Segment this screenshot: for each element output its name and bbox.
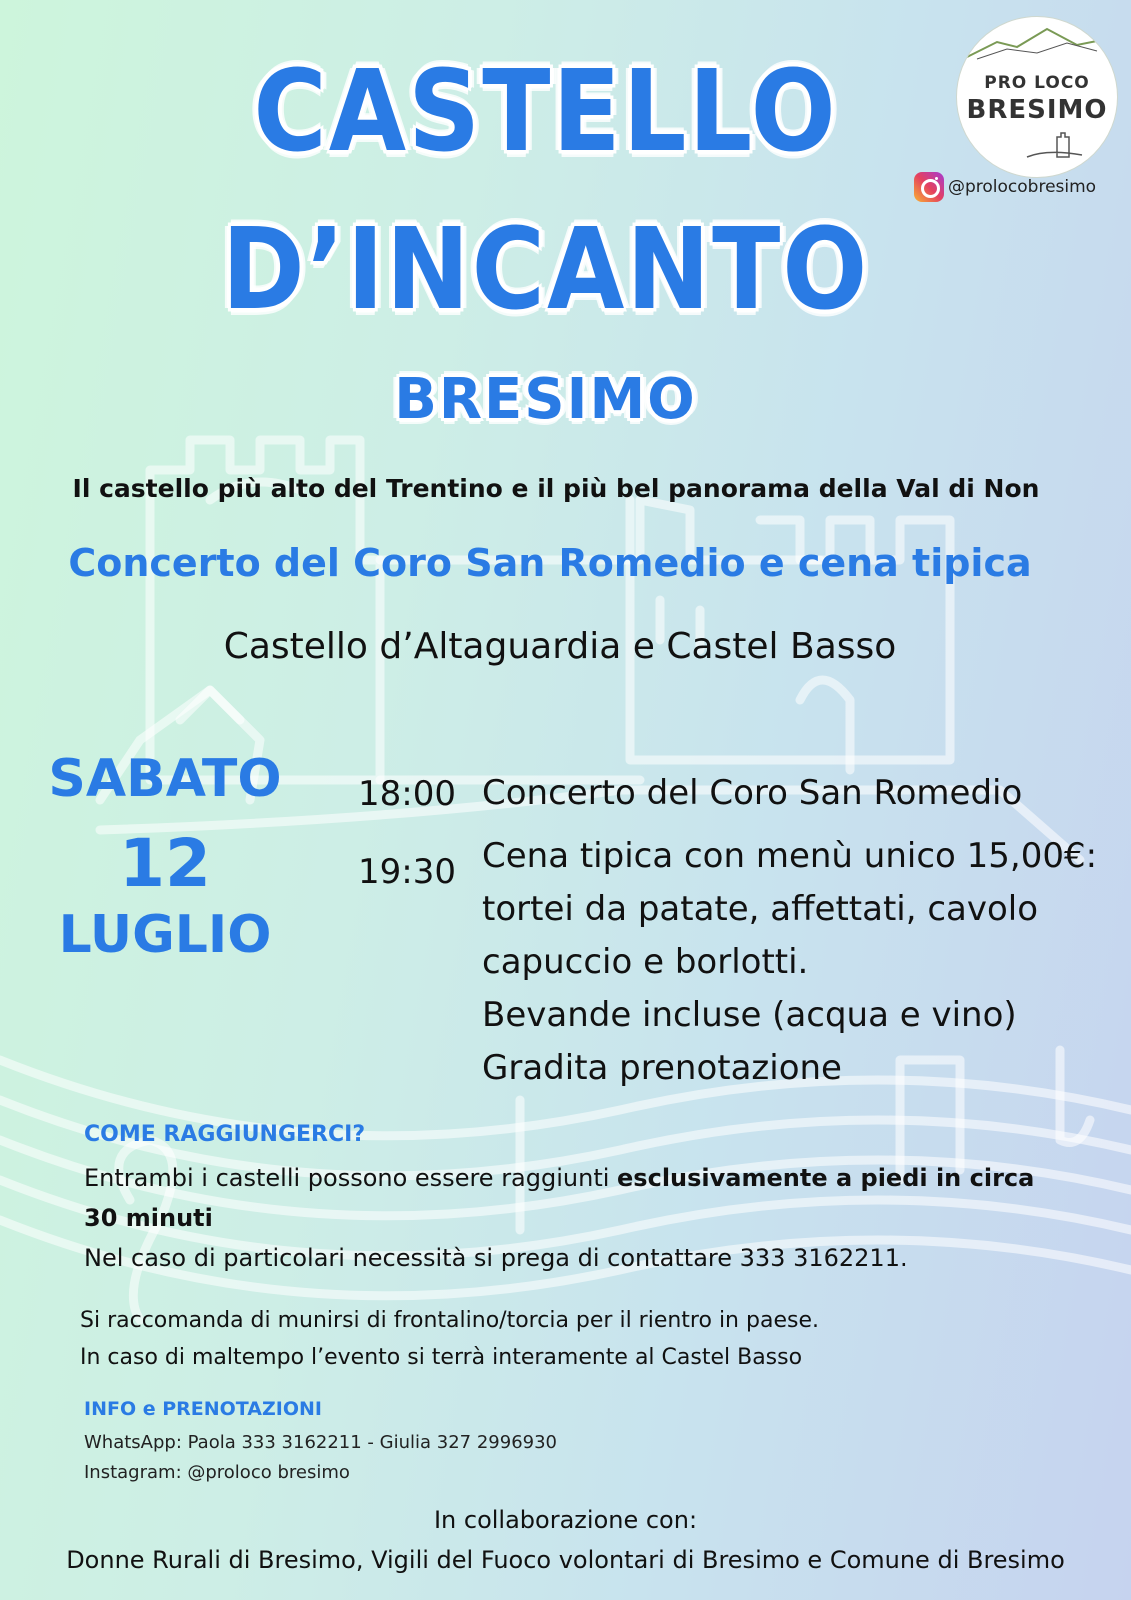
mountain-icon [957, 17, 1117, 77]
date-day-number: 12 [119, 825, 211, 902]
date-day-name: SABATO [48, 749, 282, 809]
title-line-2: D’INCANTO [221, 203, 870, 335]
logo-line-1: PRO LOCO [984, 73, 1090, 93]
event-subtitle: Concerto del Coro San Romedio e cena tipica [68, 541, 1032, 585]
note-weather: In caso di maltempo l’evento si terrà interamente al Castel Basso [80, 1345, 803, 1370]
schedule-item-2-line-4: Bevande incluse (acqua e vino) [482, 995, 1017, 1035]
schedule-time-2: 19:30 [358, 852, 456, 892]
collaboration-heading: In collaborazione con: [433, 1506, 698, 1534]
schedule-item-2-line-2: tortei da patate, affettati, cavolo [482, 889, 1039, 929]
how-to-reach-text-start: Entrambi i castelli possono essere raggiunti [84, 1164, 618, 1192]
note-torch: Si raccomanda di munirsi di frontalino/torcia per il rientro in paese. [80, 1308, 819, 1333]
how-to-reach-text-bold: esclusivamente a piedi in circa 30 minuti [84, 1164, 1035, 1232]
info-instagram: Instagram: @proloco bresimo [84, 1462, 350, 1483]
tagline: Il castello più alto del Trentino e il più bel panorama della Val di Non [72, 474, 1040, 503]
title-line-3: BRESIMO [394, 367, 697, 432]
schedule-time-1: 18:00 [358, 774, 456, 814]
how-to-reach-text [84, 1158, 1044, 1278]
how-to-reach-heading: COME RAGGIUNGERCI? [84, 1122, 366, 1147]
schedule-item-2-line-5: Gradita prenotazione [482, 1048, 842, 1088]
venue: Castello d’Altaguardia e Castel Basso [223, 626, 897, 667]
title-line-1: CASTELLO [253, 45, 838, 177]
info-whatsapp: WhatsApp: Paola 333 3162211 - Giulia 327 2996930 [84, 1432, 558, 1453]
schedule-item-1: Concerto del Coro San Romedio [482, 773, 1023, 813]
castle-small-icon [1017, 129, 1087, 159]
instagram-handle[interactable] [914, 172, 1096, 202]
instagram-icon [914, 172, 944, 202]
logo-line-2: BRESIMO [966, 95, 1108, 125]
schedule-item-2-line-3: capuccio e borlotti. [482, 942, 809, 982]
collaboration-partners: Donne Rurali di Bresimo, Vigili del Fuoco volontari di Bresimo e Comune di Bresimo [66, 1546, 1065, 1574]
instagram-handle-text: @prolocobresimo [948, 177, 1097, 197]
pro-loco-logo [956, 16, 1118, 178]
how-to-reach-text-contact: Nel caso di particolari necessità si prega di contattare 333 3162211. [84, 1244, 908, 1272]
schedule-item-2-line-1: Cena tipica con menù unico 15,00€: [482, 836, 1098, 876]
info-heading: INFO e PRENOTAZIONI [84, 1398, 322, 1420]
date-month: LUGLIO [58, 905, 272, 965]
